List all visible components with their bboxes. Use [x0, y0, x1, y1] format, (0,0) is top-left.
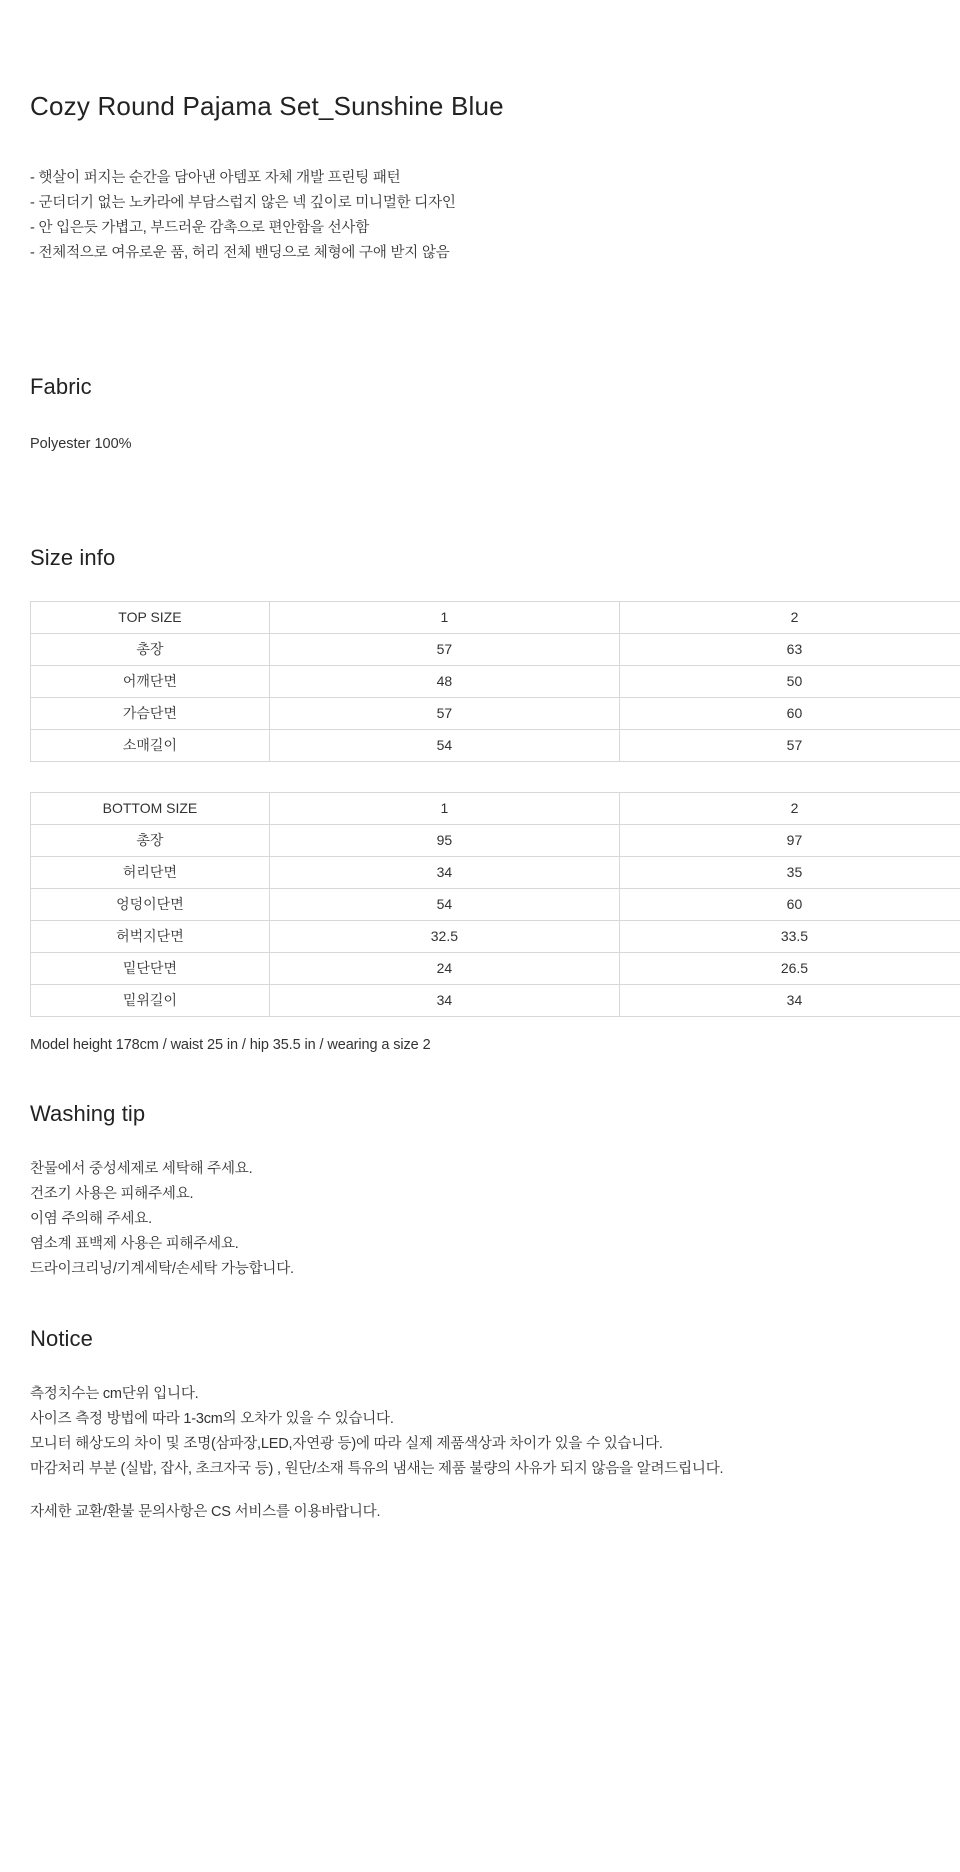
notice-line: 사이즈 측정 방법에 따라 1-3cm의 오차가 있을 수 있습니다. — [30, 1410, 394, 1427]
feature-bullet: - 군더더기 없는 노카라에 부담스럽지 않은 넥 깊이로 미니멀한 디자인 — [30, 194, 456, 211]
table-cell: 95 — [269, 824, 619, 856]
table-cell: 엉덩이단면 — [31, 888, 270, 920]
table-cell: 48 — [269, 665, 619, 697]
page-title: Cozy Round Pajama Set_Sunshine Blue — [30, 91, 504, 121]
washing-tip-line: 드라이크리닝/기계세탁/손세탁 가능합니다. — [30, 1260, 294, 1277]
feature-bullet: - 햇살이 퍼지는 순간을 담아낸 아템포 자체 개발 프린팅 패턴 — [30, 169, 401, 186]
table-row — [31, 601, 960, 633]
table-row — [31, 824, 960, 856]
table-header-cell: 1 — [269, 601, 619, 633]
table-cell: 50 — [619, 665, 960, 697]
notice-section — [30, 1326, 930, 1525]
table-header-cell: 1 — [269, 792, 619, 824]
table-header-cell: 2 — [619, 792, 960, 824]
table-cell: 97 — [619, 824, 960, 856]
model-size-note: Model height 178cm / waist 25 in / hip 35.5 in / wearing a size 2 — [30, 1036, 431, 1053]
washing-tip-list — [30, 1157, 930, 1282]
table-cell: 54 — [269, 888, 619, 920]
feature-bullet: - 전체적으로 여유로운 품, 허리 전체 밴딩으로 체형에 구애 받지 않음 — [30, 244, 450, 261]
table-cell: 57 — [269, 633, 619, 665]
table-cell: 허리단면 — [31, 856, 270, 888]
washing-tip-line: 찬물에서 중성세제로 세탁해 주세요. — [30, 1160, 253, 1177]
table-cell: 34 — [619, 984, 960, 1016]
table-cell: 34 — [269, 984, 619, 1016]
table-cell: 35 — [619, 856, 960, 888]
table-cell: 34 — [269, 856, 619, 888]
table-row — [31, 920, 960, 952]
table-row — [31, 984, 960, 1016]
notice-heading: Notice — [30, 1325, 93, 1351]
table-row — [31, 665, 960, 697]
table-cell: 허벅지단면 — [31, 920, 270, 952]
bottom-size-table — [30, 792, 960, 1017]
table-cell: 63 — [619, 633, 960, 665]
table-header-cell: TOP SIZE — [31, 601, 270, 633]
size-info-section — [30, 545, 930, 1053]
fabric-composition: Polyester 100% — [30, 435, 132, 452]
table-row — [31, 792, 960, 824]
table-row — [31, 888, 960, 920]
table-cell: 26.5 — [619, 952, 960, 984]
table-cell: 57 — [269, 697, 619, 729]
table-cell: 57 — [619, 729, 960, 761]
table-cell: 60 — [619, 888, 960, 920]
table-cell: 24 — [269, 952, 619, 984]
table-row — [31, 856, 960, 888]
feature-bullet: - 안 입은듯 가볍고, 부드러운 감촉으로 편안함을 선사함 — [30, 219, 370, 236]
fabric-section — [30, 374, 930, 455]
product-feature-list — [30, 166, 930, 266]
table-cell: 33.5 — [619, 920, 960, 952]
table-cell: 54 — [269, 729, 619, 761]
table-row — [31, 729, 960, 761]
notice-line: 측정치수는 cm단위 입니다. — [30, 1385, 199, 1402]
size-info-heading: Size info — [30, 544, 116, 570]
fabric-heading: Fabric — [30, 373, 92, 399]
washing-tip-line: 염소계 표백제 사용은 피해주세요. — [30, 1235, 239, 1252]
notice-line: 마감처리 부분 (실밥, 잡사, 초크자국 등) , 원단/소재 특유의 냄새는 제품 불량의 사유가 되지 않음을 알려드립니다. — [30, 1460, 724, 1477]
table-cell: 총장 — [31, 824, 270, 856]
table-row — [31, 633, 960, 665]
table-header-cell: 2 — [619, 601, 960, 633]
washing-tip-section — [30, 1101, 930, 1282]
table-cell: 60 — [619, 697, 960, 729]
table-cell: 가슴단면 — [31, 697, 270, 729]
table-cell: 소매길이 — [31, 729, 270, 761]
washing-tip-line: 건조기 사용은 피해주세요. — [30, 1185, 194, 1202]
table-cell: 밑단단면 — [31, 952, 270, 984]
table-row — [31, 697, 960, 729]
washing-tip-heading: Washing tip — [30, 1100, 146, 1126]
top-size-table — [30, 601, 960, 762]
table-cell: 총장 — [31, 633, 270, 665]
notice-list — [30, 1382, 930, 1525]
notice-line: 모니터 해상도의 차이 및 조명(삼파장,LED,자연광 등)에 따라 실제 제품색상과 차이가 있을 수 있습니다. — [30, 1435, 663, 1452]
table-header-cell: BOTTOM SIZE — [31, 792, 270, 824]
notice-footer-line: 자세한 교환/환불 문의사항은 CS 서비스를 이용바랍니다. — [30, 1503, 381, 1520]
table-cell: 어깨단면 — [31, 665, 270, 697]
table-cell: 밑위길이 — [31, 984, 270, 1016]
table-cell: 32.5 — [269, 920, 619, 952]
table-row — [31, 952, 960, 984]
washing-tip-line: 이염 주의해 주세요. — [30, 1210, 152, 1227]
